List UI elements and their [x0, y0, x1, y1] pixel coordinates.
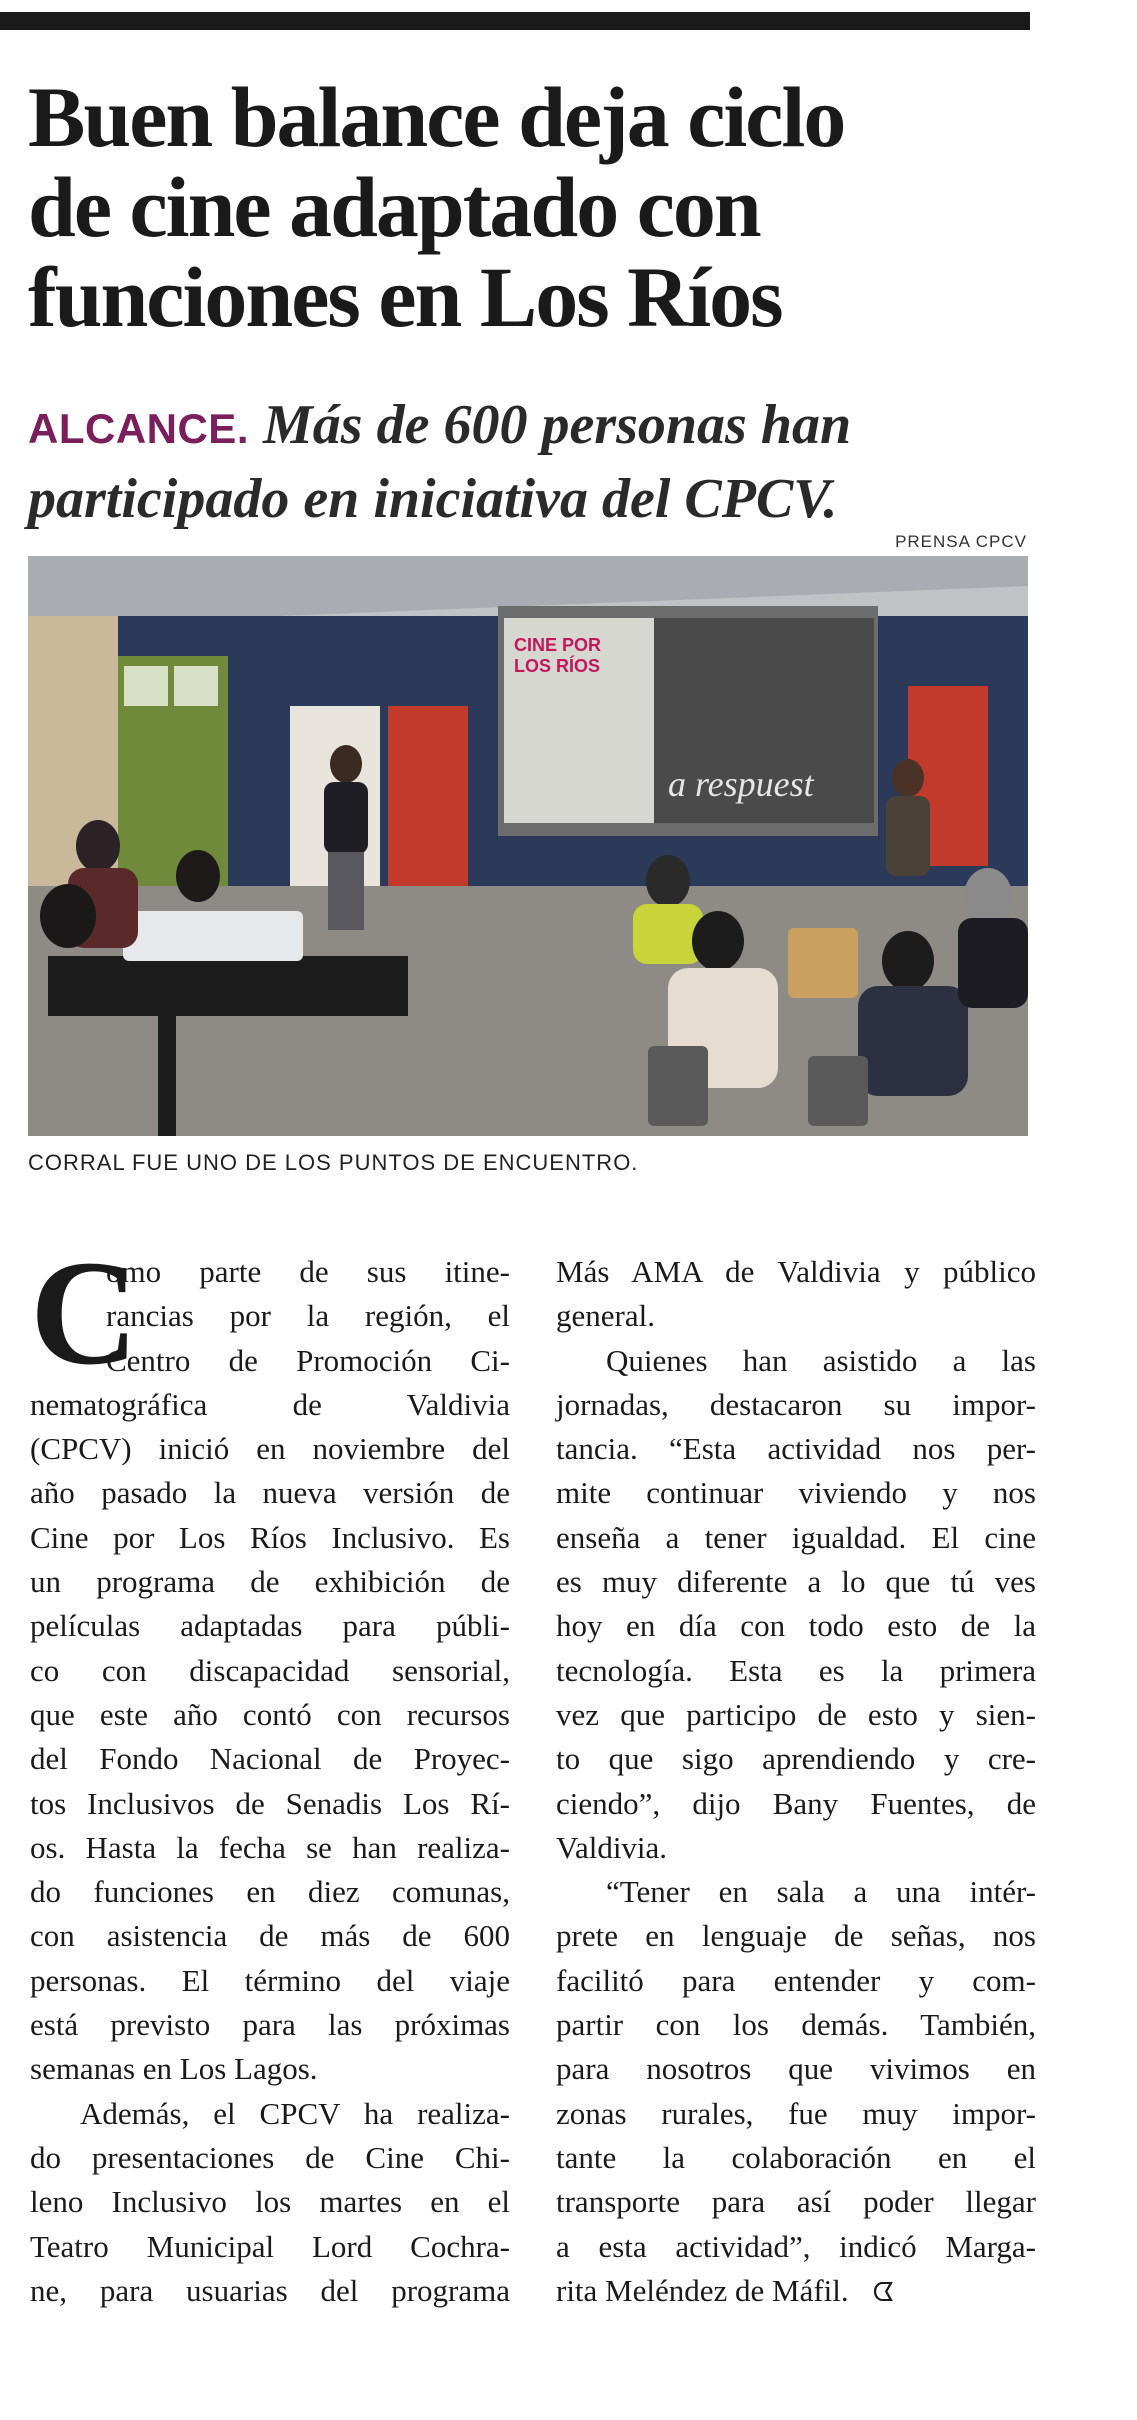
text-line: es muy diferente a lo que tú ves [556, 1564, 1036, 1600]
text-line: vez que participo de esto y sien- [556, 1696, 1036, 1732]
text-line: tante la colaboración en el [556, 2139, 1036, 2175]
photo-credit: PRENSA CPCV [895, 532, 1027, 551]
audience-member [646, 855, 690, 907]
article-column-left [30, 1250, 510, 2313]
drop-cap: C [30, 1230, 139, 1396]
audience-member [692, 911, 744, 971]
text-line: Quienes han asistido a las [606, 1342, 1036, 1378]
chair [788, 928, 858, 998]
headline-line: Buen balance deja ciclo [28, 69, 845, 165]
presenter-head [330, 745, 362, 783]
speaker-body [886, 796, 930, 876]
text-line: Además, el CPCV ha realiza- [80, 2095, 510, 2131]
text-line: general. [556, 1298, 655, 1334]
projector [123, 911, 303, 961]
presenter-legs [328, 852, 364, 930]
audience-member-body [858, 986, 968, 1096]
text-line: do funciones en diez comunas, [30, 1874, 510, 1910]
headline [28, 69, 1028, 345]
text-line: Centro de Promoción Ci- [106, 1342, 510, 1378]
text-line: to que sigo aprendiendo y cre- [556, 1741, 1036, 1777]
text-line: Más AMA de Valdivia y público [556, 1254, 1036, 1289]
text-line: películas adaptadas para públi- [30, 1608, 510, 1644]
text-line: a esta actividad”, indicó Marga- [556, 2228, 1036, 2264]
speaker-head [892, 759, 924, 797]
text-line: para nosotros que vivimos en [556, 2051, 1036, 2087]
text-line: co con discapacidad sensorial, [30, 1652, 510, 1688]
audience-member [964, 868, 1012, 924]
audience-member [176, 850, 220, 902]
audience-member-vest [633, 904, 703, 964]
text-line: un programa de exhibición de [30, 1564, 510, 1600]
chair [648, 1046, 708, 1126]
text-line: hoy en día con todo esto de la [556, 1608, 1036, 1644]
window-pane [124, 666, 168, 706]
event-photo [28, 556, 1028, 1136]
text-line: del Fondo Nacional de Proyec- [30, 1741, 510, 1777]
text-line: leno Inclusivo los martes en el [30, 2184, 510, 2220]
text-line-final [556, 2269, 1036, 2313]
table-leg [158, 1016, 176, 1136]
deck-line-1 [28, 390, 1028, 464]
text-line: rancias por la región, el [106, 1298, 510, 1334]
table [48, 956, 408, 1016]
chair [808, 1056, 868, 1126]
text-line: prete en lenguaje de señas, nos [556, 1918, 1036, 1954]
text-line: partir con los demás. También, [556, 2007, 1036, 2043]
text-line: Teatro Municipal Lord Cochra- [30, 2228, 510, 2264]
window-pane [174, 666, 218, 706]
deck [28, 390, 1028, 534]
text-line: os. Hasta la fecha se han realiza- [30, 1829, 510, 1865]
text-line: con asistencia de más de 600 [30, 1918, 510, 1954]
screen-title-1: CINE POR [514, 635, 602, 655]
text-line: “Tener en sala a una intér- [606, 1874, 1036, 1910]
text-line: do presentaciones de Cine Chi- [30, 2139, 510, 2175]
audience-member [882, 931, 934, 991]
text-line: Cine por Los Ríos Inclusivo. Es [30, 1519, 510, 1555]
text-line: transporte para así poder llegar [556, 2184, 1036, 2220]
headline-line: funciones en Los Ríos [28, 249, 782, 345]
text-line: ne, para usuarias del programa [30, 2272, 510, 2308]
text-line: enseña a tener igualdad. El cine [556, 1519, 1036, 1555]
kicker: ALCANCE. [28, 405, 249, 452]
text-line: omo parte de sus itine- [106, 1254, 510, 1289]
audience-member [40, 884, 96, 948]
banner-red [388, 706, 468, 896]
headline-line: de cine adaptado con [28, 159, 760, 255]
text-line: Valdivia. [556, 1829, 668, 1865]
photo-illustration [28, 556, 1028, 1136]
text-line: tecnología. Esta es la primera [556, 1652, 1036, 1688]
screen-text: a respuest [668, 764, 814, 804]
article-column-right [556, 1250, 1036, 2313]
deck-text-1: Más de 600 personas han [263, 394, 852, 456]
text-line: está previsto para las próximas [30, 2007, 510, 2043]
text-line: tancia. “Esta actividad nos per- [556, 1431, 1036, 1467]
text-line: que este año contó con recursos [30, 1696, 510, 1732]
text-line: (CPCV) inició en noviembre del [30, 1431, 510, 1467]
text-line: mite continuar viviendo y nos [556, 1475, 1036, 1511]
presenter-body [324, 782, 368, 854]
text-line: año pasado la nueva versión de [30, 1475, 510, 1511]
audience-member-body [958, 918, 1028, 1008]
audience-member [76, 820, 120, 872]
text-line: nematográfica de Valdivia [30, 1386, 510, 1422]
screen-title-2: LOS RÍOS [514, 656, 601, 676]
text-line: rita Meléndez de Máfil. [556, 2272, 849, 2308]
text-line: personas. El término del viaje [30, 1962, 510, 1998]
end-mark-icon: ᗧ [872, 2277, 895, 2308]
text-line: zonas rurales, fue muy impor- [556, 2095, 1036, 2131]
top-rule [0, 12, 1030, 30]
text-line: semanas en Los Lagos. [30, 2051, 318, 2087]
text-line: facilitó para entender y com- [556, 1962, 1036, 1998]
photo-caption: CORRAL FUE UNO DE LOS PUNTOS DE ENCUENTRO. [28, 1150, 639, 1175]
text-line: tos Inclusivos de Senadis Los Rí- [30, 1785, 510, 1821]
text-line: jornadas, destacaron su impor- [556, 1386, 1036, 1422]
deck-text-2: participado en iniciativa del CPCV. [28, 468, 838, 530]
text-line: ciendo”, dijo Bany Fuentes, de [556, 1785, 1036, 1821]
